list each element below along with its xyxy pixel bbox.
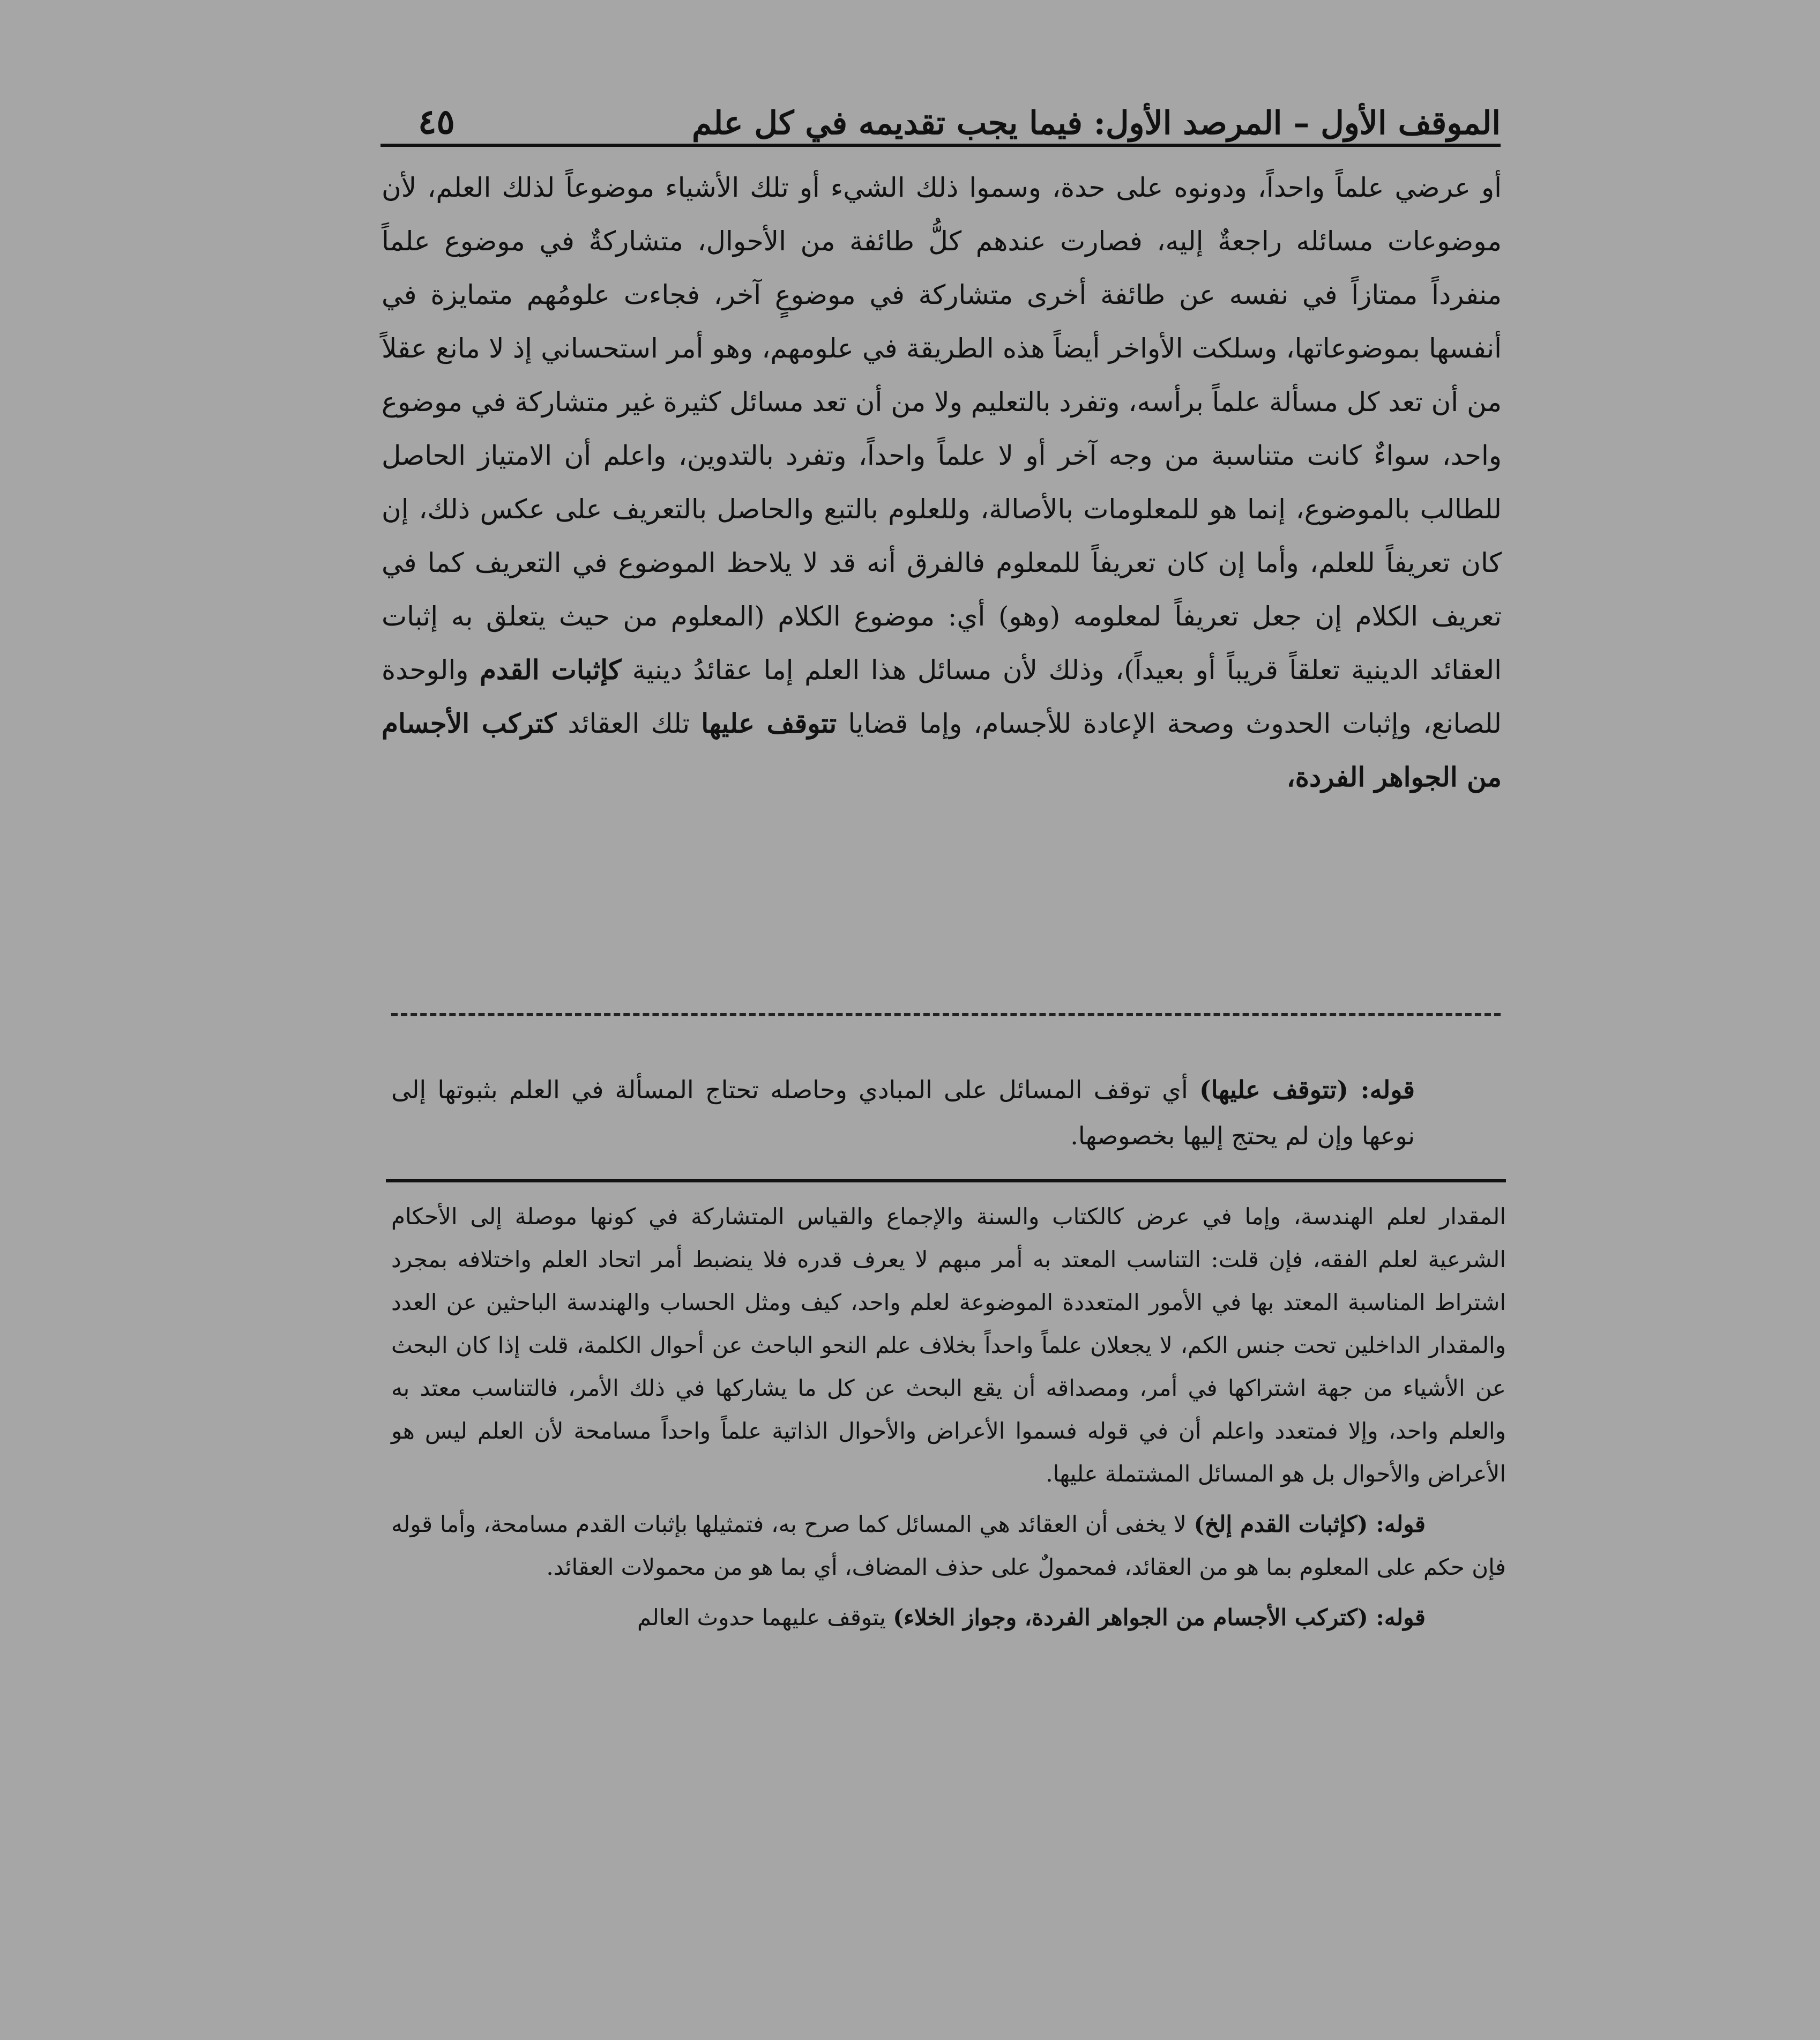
dashed-separator bbox=[391, 1013, 1501, 1016]
main-text-part-3: تلك العقائد bbox=[556, 708, 702, 739]
header-rule bbox=[381, 144, 1501, 147]
commentary-2-label: قوله: bbox=[1368, 1511, 1426, 1537]
commentary-paragraph-2 bbox=[391, 1503, 1506, 1589]
main-paragraph bbox=[382, 161, 1502, 804]
page-number: ٤٥ bbox=[418, 102, 455, 142]
footnote-1-label: قوله: bbox=[1348, 1075, 1415, 1104]
commentary-paragraph-3 bbox=[391, 1596, 1506, 1639]
page-header bbox=[381, 80, 1501, 142]
commentary-section bbox=[391, 1195, 1506, 1647]
book-page bbox=[375, 80, 1506, 1978]
footnote-1-quote: (تتوقف عليها) bbox=[1199, 1075, 1348, 1104]
main-text-part-2: والوحدة للصانع، وإثبات الحدوث وصحة الإعادة للأجسام، وإما قضايا bbox=[382, 654, 1502, 739]
commentary-3-quote: (كتركب الأجسام من الجواهر الفردة، وجواز الخلاء) bbox=[893, 1604, 1368, 1630]
bold-term-ithbat-al-qidam: كإثبات القدم bbox=[480, 654, 622, 686]
main-text bbox=[382, 161, 1502, 804]
commentary-3-text: يتوقف عليهما حدوث العالم bbox=[637, 1604, 893, 1630]
main-text-part-1: أو عرضي علماً واحداً، ودونوه على حدة، وسموا ذلك الشيء أو تلك الأشياء موضوعاً لذلك العلم، لأن موضوعات مسائله راجعةٌ إليه، فصارت عندهم كلُّ طائفة من الأحوال، متشاركةٌ في موضوع علماً منفرداً ممتازاً في نفسه عن طائفة أخرى متشاركة في موضوعٍ آخر، فجاءت علومُهم متمايزة في أنفسها بموضوعاتها، وسلكت الأواخر أيضاً هذه الطريقة في علومهم، وهو أمر استحساني إذ لا مانع عقلاً من أن تعد كل مسألة علماً برأسه، وتفرد بالتعليم ولا من أن تعد مسائل كثيرة غير متشاركة في موضوع واحد، سواءٌ كانت متناسبة من وجه آخر أو لا علماً واحداً، وتفرد بالتدوين، واعلم أن الامتياز الحاصل للطالب بالموضوع، إنما هو للمعلومات بالأصالة، وللعلوم بالتبع والحاصل بالتعريف على عكس ذلك، إن كان تعريفاً للعلم، وأما إن كان تعريفاً للمعلوم فالفرق أنه قد لا يلاحظ الموضوع في التعريف كما في تعريف الكلام إن جعل تعريفاً لمعلومه (وهو) أي: موضوع الكلام (المعلوم من حيث يتعلق به إثبات العقائد الدينية تعلقاً قريباً أو بعيداً)، وذلك لأن مسائل هذا العلم إما عقائدُ دينية bbox=[382, 172, 1502, 686]
solid-separator bbox=[386, 1179, 1506, 1182]
commentary-2-text: لا يخفى أن العقائد هي المسائل كما صرح به، فتمثيلها بإثبات القدم مسامحة، وأما قوله فإن حكم على المعلوم بما هو من العقائد، فمحمولٌ على حذف المضاف، أي بما هو من محمولات العقائد. bbox=[391, 1511, 1506, 1580]
running-title: الموقف الأول – المرصد الأول: فيما يجب تقديمه في كل علم bbox=[691, 105, 1501, 142]
footnote-1-text: أي توقف المسائل على المبادي وحاصله تحتاج المسألة في العلم بثبوتها إلى نوعها وإن لم يحتج إليها بخصوصها. bbox=[391, 1075, 1415, 1150]
footnote-1 bbox=[391, 1067, 1415, 1159]
commentary-2-quote: (كإثبات القدم إلخ) bbox=[1194, 1511, 1368, 1537]
commentary-3-label: قوله: bbox=[1368, 1604, 1426, 1630]
bold-term-tarakkub: كتركب الأجسام من الجواهر الفردة، bbox=[382, 708, 1502, 793]
bold-term-tatawaqqaf: تتوقف عليها bbox=[701, 708, 837, 739]
commentary-paragraph-1: المقدار لعلم الهندسة، وإما في عرض كالكتاب والسنة والإجماع والقياس المتشاركة في كونها موصلة إلى الأحكام الشرعية لعلم الفقه، فإن قلت: التناسب المعتد به أمر مبهم لا يعرف قدره فلا ينضبط أمر اتحاد العلم واختلافه بمجرد اشتراط المناسبة المعتد بها في الأمور المتعددة الموضوعة لعلم واحد، كيف ومثل الحساب والهندسة الباحثين عن العدد والمقدار الداخلين تحت جنس الكم، لا يجعلان علماً واحداً بخلاف علم النحو الباحث عن أحوال الكلمة، قلت إذا كان البحث عن الأشياء من جهة اشتراكها في أمر، ومصداقه أن يقع البحث عن كل ما يشاركها في ذلك الأمر، فالتناسب معتد به والعلم واحد، وإلا فمتعدد واعلم أن في قوله فسموا الأعراض والأحوال الذاتية علماً واحداً مسامحة لأن العلم ليس هو الأعراض والأحوال بل هو المسائل المشتملة عليها. bbox=[391, 1203, 1506, 1487]
